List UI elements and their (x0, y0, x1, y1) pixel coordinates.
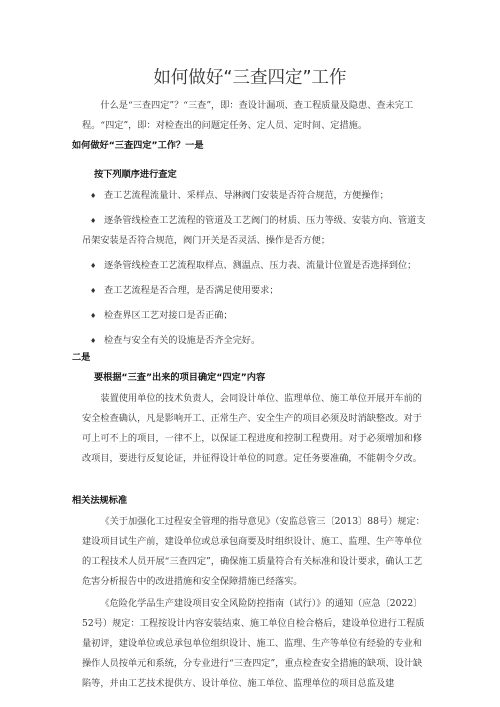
diamond-bullet-icon: ♦ (90, 312, 97, 320)
diamond-bullet-icon: ♦ (90, 217, 97, 225)
paragraph-safety-check: 装置使用单位的技术负责人，会同设计单位、监理单位、施工单位开展开车前的安全检查确认，凡是影响开工、正常生产、安全生产的项目必须及时消缺整改。对于可上可不上的项目，一律不上，以保证工程进度和控制工程费用。对于必须增加和修改项目，要进行反复论证，并征得设计单位的同意。定任务要准确，不能朝令夕改。 (82, 393, 422, 464)
paragraph-regulation-2013: 《关于加强化工过程安全管理的指导意见》（安监总管三〔2013〕88号）规定：建设项目试生产前，建设单位或总承包商要及时组织设计、施工、监理、生产等单位的工程技术人员开展“三查四定”，确保施工质量符合有关标准和设计要求，确认工艺危害分析报告中的改进措施和安全保障措施已经落实。 (82, 516, 425, 587)
diamond-bullet-icon: ♦ (90, 287, 97, 295)
check-item-text: 检查界区工艺对接口是否正确； (104, 310, 233, 321)
check-item-5 (90, 306, 426, 326)
check-item-4 (90, 281, 426, 301)
check-item-text: 逐条管线检查工艺流程取样点、测温点、压力表、流量计位置是否选择到位； (104, 260, 417, 271)
question-heading-2: 二是 (72, 352, 91, 363)
section-heading-regulations: 相关法规标准 (72, 495, 128, 506)
check-item-text: 检查与安全有关的设施是否齐全完好。 (104, 335, 261, 346)
diamond-bullet-icon: ♦ (90, 262, 97, 270)
paragraph-regulation-2022: 《危险化学品生产建设项目安全风险防控指南（试行）》的通知（应急〔2022〕52号）规定：工程按设计内容安装结束、施工单位自检合格后，建设单位进行工程质量初评，建设单位或总承包单位组织设计、施工、监理、生产等单位有经验的专业和操作人员按单元和系统，分专业进行“三查四定”，重点检查安全措施的缺项、设计缺陷等，并由工艺技术提供方、设计单位、施工单位、监理单位的项目总监及建 (82, 598, 425, 689)
question-heading-1: 如何做好“三查四定”工作？一是 (72, 140, 204, 151)
check-item-2 (82, 211, 426, 251)
page-title: 如何做好“三查四定”工作 (153, 68, 347, 88)
diamond-bullet-icon: ♦ (90, 192, 97, 200)
check-item-text: 查工艺流程流量计、采样点、导淋阀门安装是否符合规范，方便操作； (104, 190, 389, 201)
intro-paragraph: 什么是“三查四定”？“三查”，即：查设计漏项、查工程质量及隐患、查未完工程。“四定”，即：对检查出的问题定任务、定人员、定时间、定措施。 (82, 100, 414, 131)
diamond-bullet-icon: ♦ (90, 337, 97, 345)
check-item-6 (90, 331, 426, 351)
check-item-text: 逐条管线检查工艺流程的管道及工艺阀门的材质、压力等级、安装方向、管道支吊架安装是否符合规范，阀门开关是否灵活、操作是否方便； (82, 215, 426, 246)
section-heading-four-definitions: 要根据“三查”出来的项目确定“四定”内容 (94, 372, 266, 383)
check-item-text: 查工艺流程是否合理，是否满足使用要求； (104, 285, 279, 296)
check-item-3 (90, 256, 426, 276)
check-item-1 (90, 186, 426, 206)
section-heading-order: 按下列顺序进行查定 (94, 169, 177, 180)
